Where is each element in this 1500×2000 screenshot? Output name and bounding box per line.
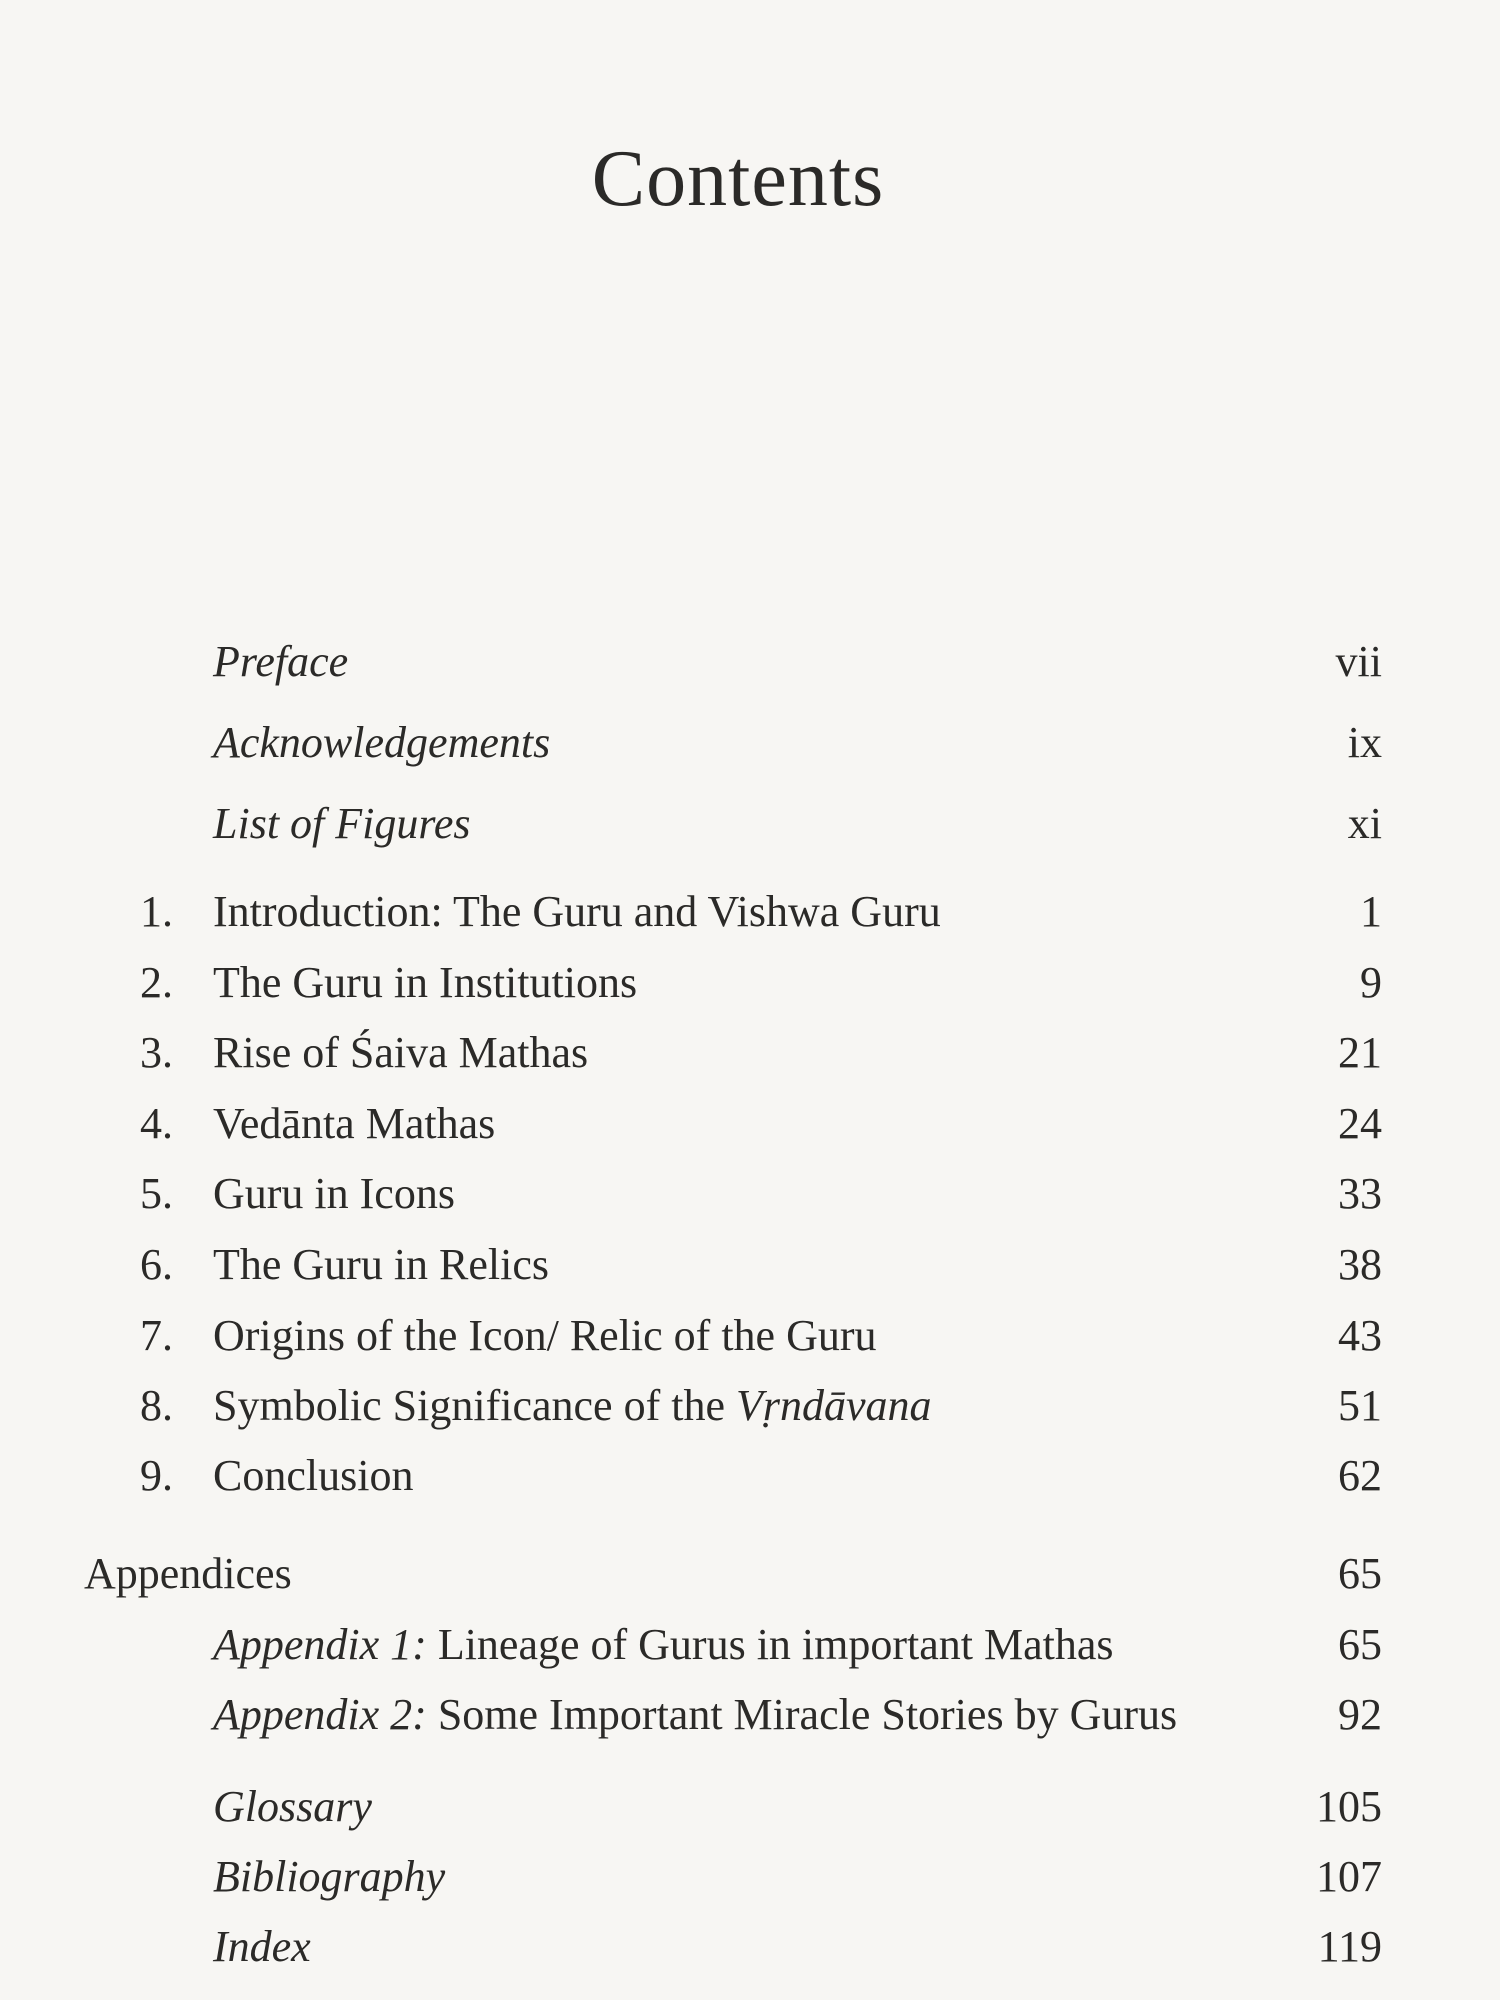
appendix-label: Appendix 2: [213, 1690, 427, 1739]
toc-entry-title: Glossary [213, 1782, 372, 1831]
appendix-page: 92 [1338, 1690, 1382, 1739]
toc-entry-title: Acknowledgements [213, 718, 551, 767]
appendix-title-text: Some Important Miracle Stories by Gurus [426, 1690, 1178, 1739]
toc-appendix-2[interactable] [0, 1684, 1500, 1746]
chapter-page: 1 [1360, 887, 1382, 936]
toc-entry-glossary[interactable] [0, 1776, 1500, 1838]
toc-chapter-6[interactable] [0, 1234, 1500, 1296]
toc-entry-page: xi [1347, 799, 1382, 848]
appendix-title [213, 1684, 1177, 1746]
toc-chapter-8[interactable] [0, 1375, 1500, 1437]
chapter-number: 8. [140, 1381, 173, 1430]
appendix-page: 65 [1338, 1620, 1382, 1669]
chapter-title: Guru in Icons [213, 1169, 455, 1218]
chapter-page: 21 [1338, 1028, 1382, 1077]
toc-entry-bibliography[interactable] [0, 1846, 1500, 1908]
toc-chapter-2[interactable] [0, 952, 1500, 1014]
toc-entry-index[interactable] [0, 1916, 1500, 1978]
chapter-number: 3. [140, 1028, 173, 1077]
chapter-page: 38 [1338, 1240, 1382, 1289]
toc-entry-acknowledgements[interactable] [0, 712, 1500, 774]
toc-entry-appendices[interactable] [0, 1543, 1500, 1605]
toc-entry-page: 65 [1338, 1549, 1382, 1598]
appendix-title [213, 1614, 1114, 1676]
chapter-number: 4. [140, 1099, 173, 1148]
toc-entry-title: Index [213, 1922, 311, 1971]
chapter-number: 2. [140, 958, 173, 1007]
chapter-page: 62 [1338, 1451, 1382, 1500]
chapter-page: 24 [1338, 1099, 1382, 1148]
toc-chapter-1[interactable] [0, 881, 1500, 943]
chapter-title-plain: Symbolic Significance of the [213, 1381, 736, 1430]
toc-chapter-9[interactable] [0, 1445, 1500, 1507]
toc-chapter-3[interactable] [0, 1022, 1500, 1084]
chapter-number: 5. [140, 1169, 173, 1218]
chapter-title: Rise of Śaiva Mathas [213, 1028, 589, 1077]
toc-entry-page: 107 [1316, 1852, 1382, 1901]
chapter-number: 9. [140, 1451, 173, 1500]
toc-entry-list-of-figures[interactable] [0, 793, 1500, 855]
page-title: Contents [591, 135, 885, 223]
toc-entry-title: Preface [213, 637, 349, 686]
chapter-page: 51 [1338, 1381, 1382, 1430]
chapter-title: Vedānta Mathas [213, 1099, 496, 1148]
toc-entry-preface[interactable] [0, 631, 1500, 693]
chapter-page: 33 [1338, 1169, 1382, 1218]
chapter-title: Conclusion [213, 1451, 414, 1500]
chapter-title: Origins of the Icon/ Relic of the Guru [213, 1311, 877, 1360]
toc-entry-title: List of Figures [213, 799, 471, 848]
toc-entry-page: 119 [1317, 1922, 1382, 1971]
chapter-number: 6. [140, 1240, 173, 1289]
toc-entry-title: Appendices [84, 1549, 292, 1598]
toc-entry-page: ix [1347, 718, 1382, 767]
chapter-page: 43 [1338, 1311, 1382, 1360]
chapter-title: The Guru in Relics [213, 1240, 550, 1289]
chapter-page: 9 [1360, 958, 1382, 1007]
chapter-number: 7. [140, 1311, 173, 1360]
chapter-title: The Guru in Institutions [213, 958, 638, 1007]
chapter-title: Introduction: The Guru and Vishwa Guru [213, 887, 941, 936]
toc-chapter-7[interactable] [0, 1305, 1500, 1367]
chapter-title-italic: Vṛndāvana [736, 1381, 932, 1430]
toc-entry-page: 105 [1316, 1782, 1382, 1831]
appendix-label: Appendix 1: [213, 1620, 427, 1669]
toc-chapter-5[interactable] [0, 1163, 1500, 1225]
toc-entry-page: vii [1335, 637, 1382, 686]
toc-entry-title: Bibliography [213, 1852, 446, 1901]
toc-appendix-1[interactable] [0, 1614, 1500, 1676]
toc-chapter-4[interactable] [0, 1093, 1500, 1155]
chapter-number: 1. [140, 887, 173, 936]
chapter-title [213, 1375, 932, 1437]
appendix-title-text: Lineage of Gurus in important Mathas [426, 1620, 1114, 1669]
